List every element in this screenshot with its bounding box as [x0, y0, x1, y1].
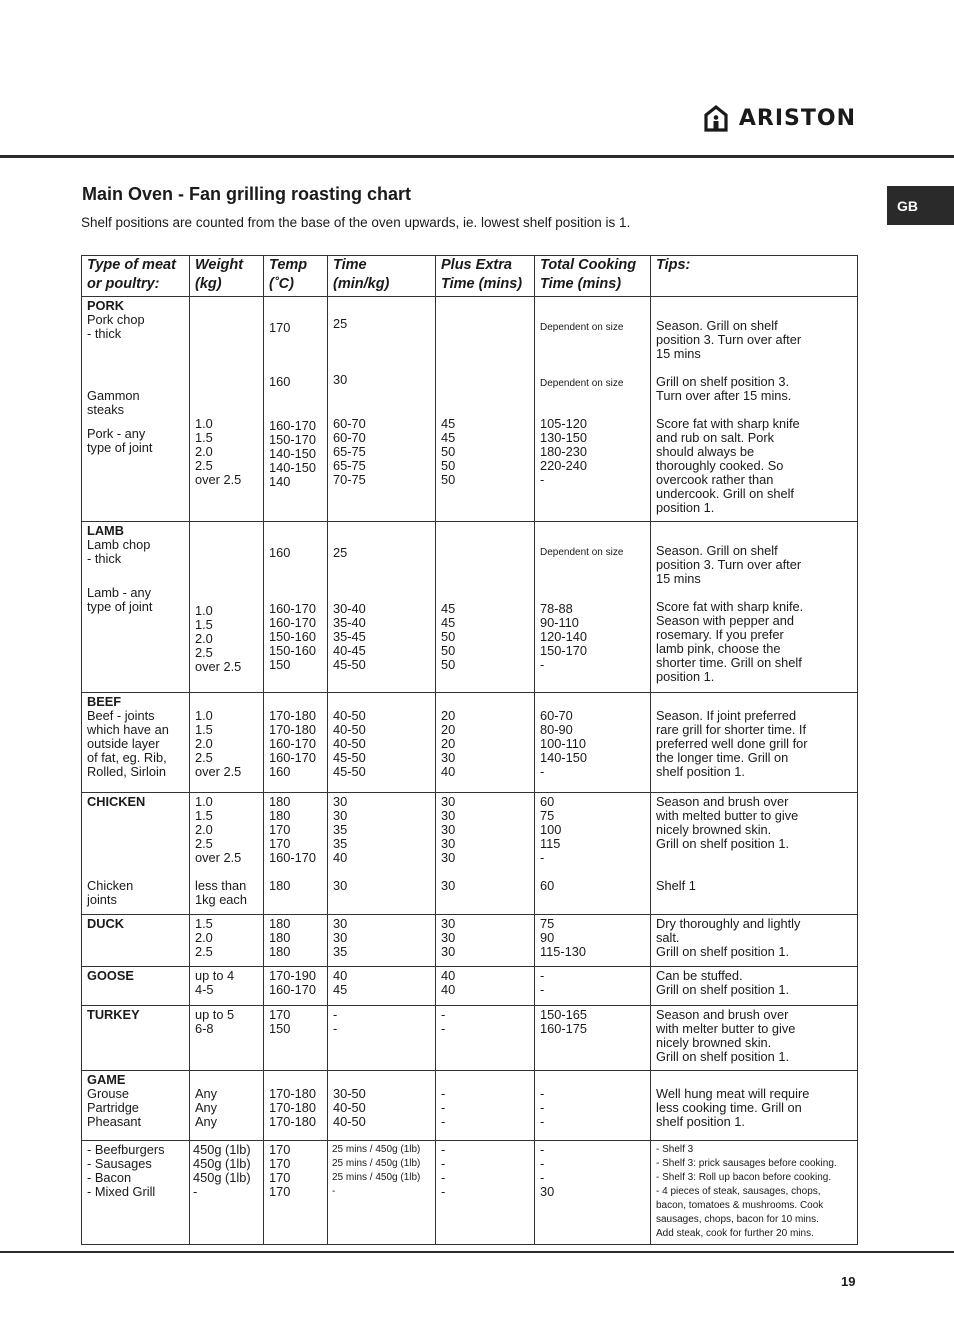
cell-total-time	[535, 522, 651, 693]
cell-type	[82, 1141, 190, 1245]
category-label: PORK	[87, 298, 124, 313]
time-values: 60-70 60-70 65-75 65-75 70-75	[333, 416, 366, 487]
cell-time	[328, 522, 436, 693]
cell-time	[328, 967, 436, 1006]
tip-text: Score fat with sharp knife. Season with pepper and rosemary. If you prefer lamb pink, choose the shorter time. Grill on shelf position 1.	[656, 599, 804, 684]
table-row-game	[82, 1071, 858, 1141]
time-values: 30-50 40-50 40-50	[333, 1086, 366, 1129]
cell-tips	[651, 1006, 858, 1071]
meat-type: Beef - joints which have an outside layer of fat, eg. Rib, Rolled, Sirloin	[87, 708, 169, 779]
cell-type	[82, 693, 190, 793]
category-label: LAMB	[87, 523, 124, 538]
time-value: 25	[333, 316, 348, 331]
cell-type	[82, 967, 190, 1006]
cell-temp	[264, 915, 328, 967]
page-subtitle: Shelf positions are counted from the base of the oven upwards, ie. lowest shelf position is 1.	[81, 215, 631, 230]
cell-total-time	[535, 1006, 651, 1071]
cell-extra-time	[436, 297, 535, 522]
cell-time	[328, 693, 436, 793]
cell-tips	[651, 693, 858, 793]
cell-total-time	[535, 297, 651, 522]
cell-tips	[651, 522, 858, 693]
cell-total-time	[535, 793, 651, 915]
cell-extra-time	[436, 1141, 535, 1245]
cell-time	[328, 1006, 436, 1071]
temp-values: 160-170 160-170 150-160 150-160 150	[269, 601, 316, 672]
cell-type	[82, 1071, 190, 1141]
meat-type: - Beefburgers - Sausages - Bacon - Mixed Grill	[87, 1142, 165, 1199]
meat-type: Pork chop - thick	[87, 312, 145, 341]
meat-type: Lamb chop - thick	[87, 537, 151, 566]
temp-values: 160-170 150-170 140-150 140-150 140	[269, 418, 316, 489]
weight-values: Any Any Any	[195, 1086, 218, 1129]
language-tab: GB	[887, 186, 954, 225]
cell-extra-time	[436, 1071, 535, 1141]
cell-weight	[190, 967, 264, 1006]
weight-values: 1.0 1.5 2.0 2.5 over 2.5	[195, 794, 242, 865]
tip-text: Season. Grill on shelf position 3. Turn over after 15 mins	[656, 318, 802, 361]
header-time: Time (min/kg)	[328, 256, 436, 297]
cell-tips	[651, 1141, 858, 1245]
cell-temp	[264, 967, 328, 1006]
cell-tips	[651, 1071, 858, 1141]
cell-time	[328, 297, 436, 522]
meat-type: Grouse Partridge Pheasant	[87, 1086, 142, 1129]
extra-time-values: - - -	[441, 1086, 446, 1129]
table-row-chicken	[82, 793, 858, 915]
cell-time	[328, 793, 436, 915]
weight-values: 1.0 1.5 2.0 2.5 over 2.5	[195, 708, 242, 779]
extra-time-values: 30 30 30 30 30	[441, 794, 456, 865]
total-time-values: 60 75 100 115 -	[540, 794, 562, 865]
temp-values: 170-190 160-170	[269, 968, 316, 997]
extra-time-value: 30	[441, 878, 456, 893]
cell-total-time	[535, 915, 651, 967]
cell-tips	[651, 793, 858, 915]
cell-type	[82, 793, 190, 915]
cell-time	[328, 915, 436, 967]
time-value: 30	[333, 372, 348, 387]
total-time-values: - -	[540, 968, 545, 997]
cell-weight	[190, 693, 264, 793]
weight-value: less than 1kg each	[195, 878, 247, 907]
cell-temp	[264, 793, 328, 915]
cell-extra-time	[436, 793, 535, 915]
cell-type	[82, 522, 190, 693]
tip-text: - Shelf 3 - Shelf 3: prick sausages before cooking. - Shelf 3: Roll up bacon before cooking. - 4 pieces of steak, sausages, chops, bacon, tomatoes & mushrooms. Cook sausages, chops, bacon for 10 mins. Add steak, cook for further 20 mins.	[656, 1144, 837, 1239]
temp-values: 170 150	[269, 1007, 291, 1036]
cell-temp	[264, 1071, 328, 1141]
brand-logo	[703, 104, 856, 132]
category-label: GOOSE	[87, 968, 134, 983]
cell-type	[82, 915, 190, 967]
category-label: TURKEY	[87, 1007, 140, 1022]
cell-total-time	[535, 1141, 651, 1245]
cell-temp	[264, 693, 328, 793]
table-row-duck	[82, 915, 858, 967]
category-label: GAME	[87, 1072, 126, 1087]
time-value: 25	[333, 545, 348, 560]
tip-text: Score fat with sharp knife and rub on salt. Pork should always be thoroughly cooked. So overcook rather than undercook. Grill on shelf position 1.	[656, 416, 800, 515]
tip-text: Season. Grill on shelf position 3. Turn over after 15 mins	[656, 543, 802, 586]
tip-text: Dry thoroughly and lightly salt. Grill on shelf position 1.	[656, 916, 801, 959]
time-values: - -	[333, 1007, 338, 1036]
extra-time-values: 30 30 30	[441, 916, 456, 959]
extra-time-values: 45 45 50 50 50	[441, 601, 456, 672]
tip-text: Season and brush over with melted butter to give nicely browned skin. Grill on shelf position 1.	[656, 794, 799, 851]
table-header-row	[82, 256, 858, 297]
temp-value: 180	[269, 878, 291, 893]
meat-type: Lamb - any type of joint	[87, 585, 153, 614]
cell-temp	[264, 522, 328, 693]
total-time-values: 78-88 90-110 120-140 150-170 -	[540, 601, 587, 672]
table-row-turkey	[82, 1006, 858, 1071]
time-values: 30 30 35 35 40	[333, 794, 348, 865]
extra-time-values: 40 40	[441, 968, 456, 997]
table-row-mixed-grill	[82, 1141, 858, 1245]
extra-time-values: 45 45 50 50 50	[441, 416, 456, 487]
weight-values: 1.0 1.5 2.0 2.5 over 2.5	[195, 416, 242, 487]
tip-text: Can be stuffed. Grill on shelf position 1.	[656, 968, 790, 997]
total-time-values: - - -	[540, 1086, 545, 1129]
page-number: 19	[841, 1274, 856, 1289]
temp-values: 170 170 170 170	[269, 1142, 291, 1199]
temp-value: 170	[269, 320, 291, 335]
extra-time-values: - - - -	[441, 1142, 446, 1199]
weight-values: up to 5 6-8	[195, 1007, 235, 1036]
footer-rule	[0, 1251, 954, 1253]
tip-text: Shelf 1	[656, 878, 696, 893]
temp-values: 170-180 170-180 160-170 160-170 160	[269, 708, 316, 779]
cell-tips	[651, 297, 858, 522]
cell-weight	[190, 297, 264, 522]
extra-time-values: - -	[441, 1007, 446, 1036]
total-time-value: Dependent on size	[540, 547, 624, 558]
time-value: 30	[333, 878, 348, 893]
cell-type	[82, 1006, 190, 1071]
table-row-beef	[82, 693, 858, 793]
cell-extra-time	[436, 693, 535, 793]
cell-weight	[190, 793, 264, 915]
tip-text: Grill on shelf position 3. Turn over after 15 mins.	[656, 374, 792, 403]
category-label: BEEF	[87, 694, 122, 709]
time-values: 40-50 40-50 40-50 45-50 45-50	[333, 708, 366, 779]
header-type: Type of meat or poultry:	[82, 256, 190, 297]
header-extra-time: Plus Extra Time (mins)	[436, 256, 535, 297]
meat-type: Gammon steaks	[87, 388, 140, 417]
cell-weight	[190, 522, 264, 693]
page-title: Main Oven - Fan grilling roasting chart	[82, 184, 412, 204]
time-values: 30 30 35	[333, 916, 348, 959]
cell-weight	[190, 915, 264, 967]
cell-temp	[264, 1006, 328, 1071]
cell-extra-time	[436, 522, 535, 693]
header-temp: Temp (˚C)	[264, 256, 328, 297]
cell-extra-time	[436, 915, 535, 967]
meat-type: Chicken joints	[87, 878, 134, 907]
meat-type: Pork - any type of joint	[87, 426, 153, 455]
header-rule	[0, 155, 954, 158]
cell-tips	[651, 967, 858, 1006]
total-time-values: 105-120 130-150 180-230 220-240 -	[540, 416, 587, 487]
header-tips: Tips:	[651, 256, 858, 297]
roasting-chart-table	[81, 255, 858, 1245]
temp-values: 170-180 170-180 170-180	[269, 1086, 316, 1129]
total-time-value: Dependent on size	[540, 322, 624, 333]
time-values: 25 mins / 450g (1lb) 25 mins / 450g (1lb) 25 mins / 450g (1lb) -	[332, 1144, 421, 1197]
time-values: 40 45	[333, 968, 348, 997]
cell-extra-time	[436, 967, 535, 1006]
time-values: 30-40 35-40 35-45 40-45 45-50	[333, 601, 366, 672]
cell-temp	[264, 1141, 328, 1245]
category-label: CHICKEN	[87, 794, 146, 809]
header-total-time: Total Cooking Time (mins)	[535, 256, 651, 297]
cell-weight	[190, 1071, 264, 1141]
tip-text: Well hung meat will require less cooking time. Grill on shelf position 1.	[656, 1086, 810, 1129]
weight-values: 1.0 1.5 2.0 2.5 over 2.5	[195, 603, 242, 674]
table-row-pork	[82, 297, 858, 522]
table-row-lamb	[82, 522, 858, 693]
cell-type	[82, 297, 190, 522]
brand-name: ARISTON	[738, 105, 856, 131]
total-time-values: - - - 30	[540, 1142, 555, 1199]
weight-values: 450g (1lb) 450g (1lb) 450g (1lb) -	[193, 1142, 251, 1199]
tip-text: Season. If joint preferred rare grill for shorter time. If preferred well done grill for the longer time. Grill on shelf position 1.	[656, 708, 808, 779]
total-time-value: Dependent on size	[540, 378, 624, 389]
table-row-goose	[82, 967, 858, 1006]
cell-temp	[264, 297, 328, 522]
temp-value: 160	[269, 374, 291, 389]
cell-total-time	[535, 967, 651, 1006]
total-time-values: 75 90 115-130	[540, 916, 587, 959]
cell-extra-time	[436, 1006, 535, 1071]
temp-values: 180 180 170 170 160-170	[269, 794, 316, 865]
cell-weight	[190, 1141, 264, 1245]
extra-time-values: 20 20 20 30 40	[441, 708, 456, 779]
total-time-value: 60	[540, 878, 555, 893]
tip-text: Season and brush over with melter butter to give nicely browned skin. Grill on shelf position 1.	[656, 1007, 796, 1064]
cell-time	[328, 1071, 436, 1141]
total-time-values: 150-165 160-175	[540, 1007, 587, 1036]
cell-weight	[190, 1006, 264, 1071]
category-label: DUCK	[87, 916, 124, 931]
cell-total-time	[535, 1071, 651, 1141]
cell-total-time	[535, 693, 651, 793]
temp-value: 160	[269, 545, 291, 560]
header-weight: Weight (kg)	[190, 256, 264, 297]
cell-tips	[651, 915, 858, 967]
weight-values: up to 4 4-5	[195, 968, 235, 997]
weight-values: 1.5 2.0 2.5	[195, 916, 213, 959]
ariston-house-icon	[703, 104, 729, 132]
cell-time	[328, 1141, 436, 1245]
total-time-values: 60-70 80-90 100-110 140-150 -	[540, 708, 587, 779]
temp-values: 180 180 180	[269, 916, 291, 959]
